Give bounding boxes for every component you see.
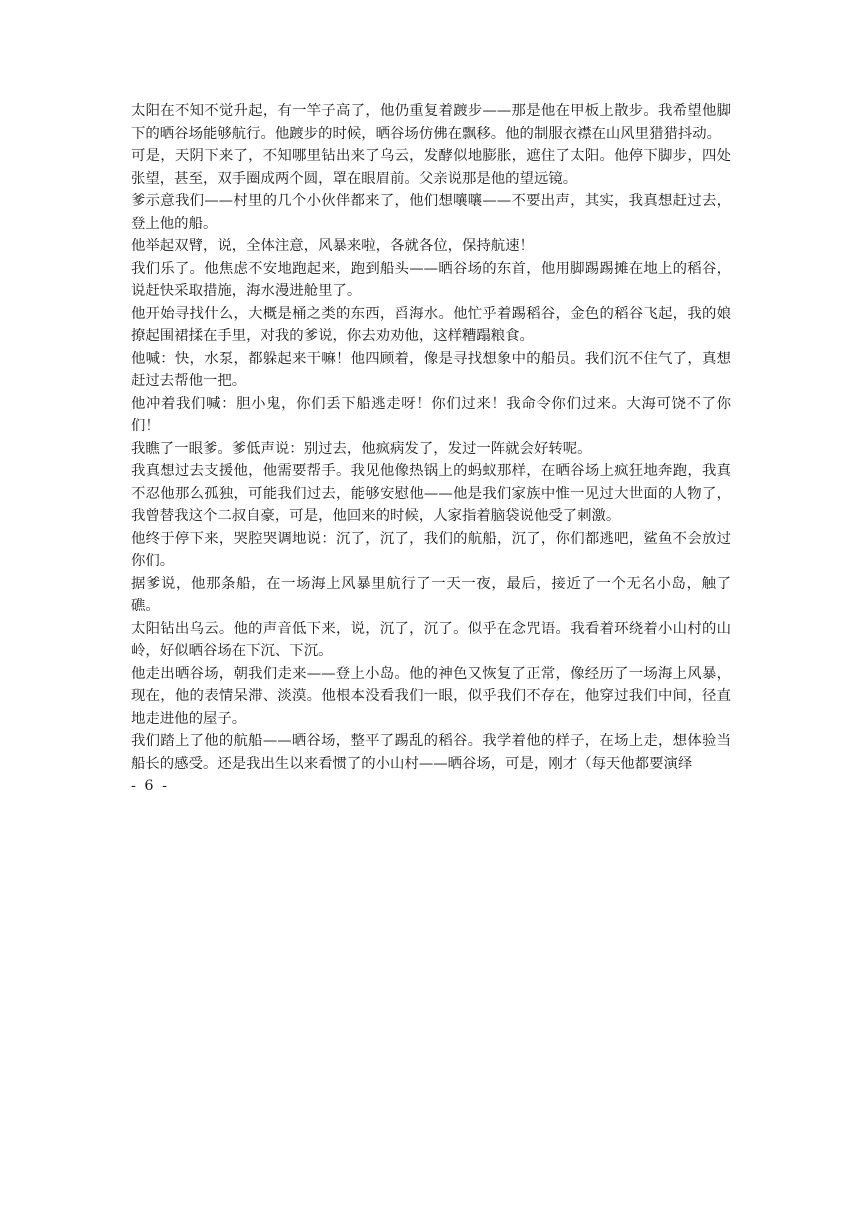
paragraph: 太阳在不知不觉升起，有一竿子高了，他仍重复着踱步——那是他在甲板上散步。我希望他脚下的晒谷场能够航行。他踱步的时候，晒谷场仿佛在飘移。他的制服衣襟在山风里猎猎抖动。 bbox=[131, 103, 731, 142]
paragraph: 他冲着我们喊：胆小鬼，你们丢下船逃走呀！你们过来！我命令你们过来。大海可饶不了你们！ bbox=[131, 395, 731, 434]
paragraph: 爹示意我们——村里的几个小伙伴都来了，他们想嚷嚷——不要出声，其实，我真想赶过去，登上他的船。 bbox=[131, 193, 731, 232]
paragraph: 我真想过去支援他，他需要帮手。我见他像热锅上的蚂蚁那样，在晒谷场上疯狂地奔跑，我真不忍他那么孤独，可能我们过去，能够安慰他——他是我们家族中惟一见过大世面的人物了，我曾替我这个二叔自豪，可是，他回来的时候，人家指着脑袋说他受了刺激。 bbox=[131, 463, 731, 524]
text-body bbox=[131, 100, 731, 798]
paragraph: 他举起双臂，说，全体注意，风暴来啦，各就各位，保持航速！ bbox=[131, 238, 534, 254]
paragraph: 据爹说，他那条船，在一场海上风暴里航行了一天一夜，最后，接近了一个无名小岛，触了礁。 bbox=[131, 575, 731, 614]
paragraph: 他开始寻找什么，大概是桶之类的东西，舀海水。他忙乎着踢稻谷，金色的稻谷飞起，我的娘撩起围裙揉在手里，对我的爹说，你去劝劝他，这样糟蹋粮食。 bbox=[131, 305, 731, 344]
page-number: - 6 - bbox=[131, 778, 170, 794]
paragraph: 太阳钻出乌云。他的声音低下来，说，沉了，沉了。似乎在念咒语。我看着环绕着小山村的山岭，好似晒谷场在下沉、下沉。 bbox=[131, 620, 731, 659]
paragraph: 他走出晒谷场，朝我们走来——登上小岛。他的神色又恢复了正常，像经历了一场海上风暴，现在，他的表情呆滞、淡漠。他根本没看我们一眼，似乎我们不存在，他穿过我们中间，径直地走进他的屋子。 bbox=[131, 665, 731, 727]
paragraph: 可是，天阴下来了，不知哪里钻出来了乌云，发酵似地膨胀，遮住了太阳。他停下脚步，四处张望，甚至，双手圈成两个圆，罩在眼眉前。父亲说那是他的望远镜。 bbox=[131, 148, 731, 187]
paragraph: 我瞧了一眼爹。爹低声说：别过去，他疯病发了，发过一阵就会好转呢。 bbox=[131, 440, 592, 457]
paragraph: 我们乐了。他焦虑不安地跑起来，跑到船头——晒谷场的东首，他用脚踢踢摊在地上的稻谷，说赶快采取措施，海水漫进舱里了。 bbox=[131, 260, 731, 299]
paragraph: 我们踏上了他的航船——晒谷场，整平了踢乱的稻谷。我学着他的样子，在场上走，想体验当船长的感受。还是我出生以来看惯了的小山村——晒谷场，可是，刚才（每天他都要演绎 bbox=[131, 733, 731, 772]
paragraph: 他终于停下来，哭腔哭调地说：沉了，沉了，我们的航船，沉了，你们都逃吧，鲨鱼不会放过你们。 bbox=[131, 530, 731, 569]
paragraph: 他喊：快，水泵，都躲起来干嘛！他四顾着，像是寻找想象中的船员。我们沉不住气了，真想赶过去帮他一把。 bbox=[131, 350, 731, 389]
